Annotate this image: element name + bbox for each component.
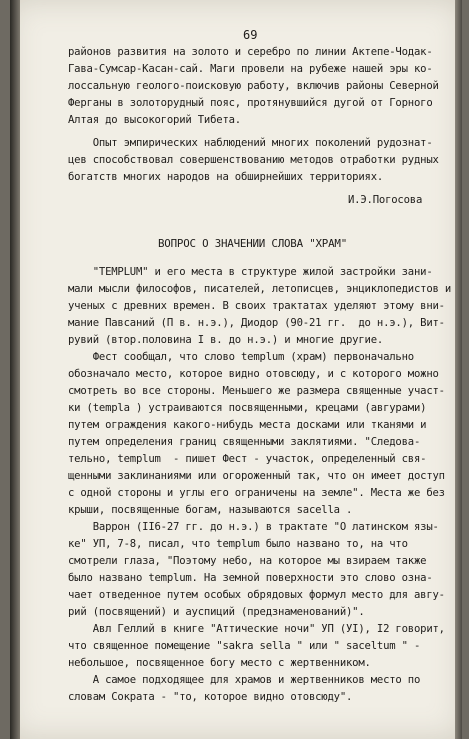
text-line: "TEMPLUM" и его места в структуре жилой застройки зани- [68, 266, 433, 278]
text-line: мали мысли философов, писателей, летописцев, энциклопедистов и [68, 283, 452, 295]
text-line: смотрели глаза, "Поэтому небо, на которое мы взираем также [68, 555, 427, 567]
text-line: чает отведенное путем особых обрядовых формул место для авгу- [68, 589, 445, 601]
text-line: путем ограждения какого-нибудь места досками или тканями и [68, 419, 427, 431]
text-line: Авл Геллий в книге "Аттические ночи" УП (УI), I2 говорит, [68, 623, 445, 635]
text-line: ке" УП, 7-8, писал, что templum было названо то, на что [68, 538, 408, 550]
text-line: Гава-Сумсар-Касан-сай. Маги провели на рубеже нашей эры ко- [68, 63, 433, 75]
text-line: Фест сообщал, что слово templum (храм) первоначально [68, 351, 414, 363]
text-line: ки (templa ) устраиваются посвященными, крецами (авгурами) [68, 402, 427, 414]
text-line: районов развития на золото и серебро по линии Актепе-Чодак- [68, 46, 433, 58]
text-line: А самое подходящее для храмов и жертвенников место по [68, 674, 421, 686]
text-line: лоссальную геолого-поисковую работу, включив районы Северной [68, 80, 439, 92]
page-binding-edge [10, 0, 20, 739]
text-line: что священное помещение "sakra sella " или " saceltum " - [68, 640, 421, 652]
text-line: Алтая до высокогорий Тибета. [68, 114, 241, 126]
text-line: рий (посвящений) и ауспиций (предзнаменований)". [68, 606, 365, 618]
text-line: путем определения границ священными заклятиями. "Следова- [68, 436, 421, 448]
text-line: словам Сократа - "то, которое видно отовсюду". [68, 691, 353, 703]
document-page [10, 0, 462, 739]
text-line: Ферганы в золоторудный пояс, протянувшийся дугой от Горного [68, 97, 433, 109]
text-line: рувий (втор.половина I в. до н.э.) и многие другие. [68, 334, 384, 346]
text-line: богатств многих народов на обширнейших территориях. [68, 171, 384, 183]
text-line: было названо templum. На земной поверхности это слово озна- [68, 572, 433, 584]
text-line: с одной стороны и углы его ограничены на земле". Места же без [68, 487, 445, 499]
text-line: смотреть во все стороны. Меньшего же размера священные участ- [68, 385, 445, 397]
text-line: Опыт эмпирических наблюдений многих поколений рудознат- [68, 137, 433, 149]
text-line: небольшое, посвященное богу место с жертвенником. [68, 657, 371, 669]
text-line: тельно, templum - пишет Фест - участок, определенный свя- [68, 453, 427, 465]
page-right-edge [455, 0, 462, 739]
author-signature: И.Э.Погосова [348, 194, 423, 206]
section-heading: ВОПРОС О ЗНАЧЕНИИ СЛОВА "ХРАМ" [158, 237, 348, 250]
text-line: цев способствовал совершенствованию методов отработки рудных [68, 154, 439, 166]
text-line: щенными заклинаниями или огороженный так, что он имеет доступ [68, 470, 445, 482]
text-line: Варрон (II6-27 гг. до н.э.) в трактате "О латинском язы- [68, 521, 439, 533]
text-line: мание Павсаний (П в. н.э.), Диодор (90-21 гг. до н.э.), Вит- [68, 317, 445, 329]
page-number: 69 [243, 28, 258, 42]
text-line: обозначало место, которое видно отовсюду, и с которого можно [68, 368, 439, 380]
text-line: ученых с древних времен. В своих трактатах уделяют этому вни- [68, 300, 445, 312]
text-line: крыши, посвященные богам, называются sacella . [68, 504, 353, 516]
